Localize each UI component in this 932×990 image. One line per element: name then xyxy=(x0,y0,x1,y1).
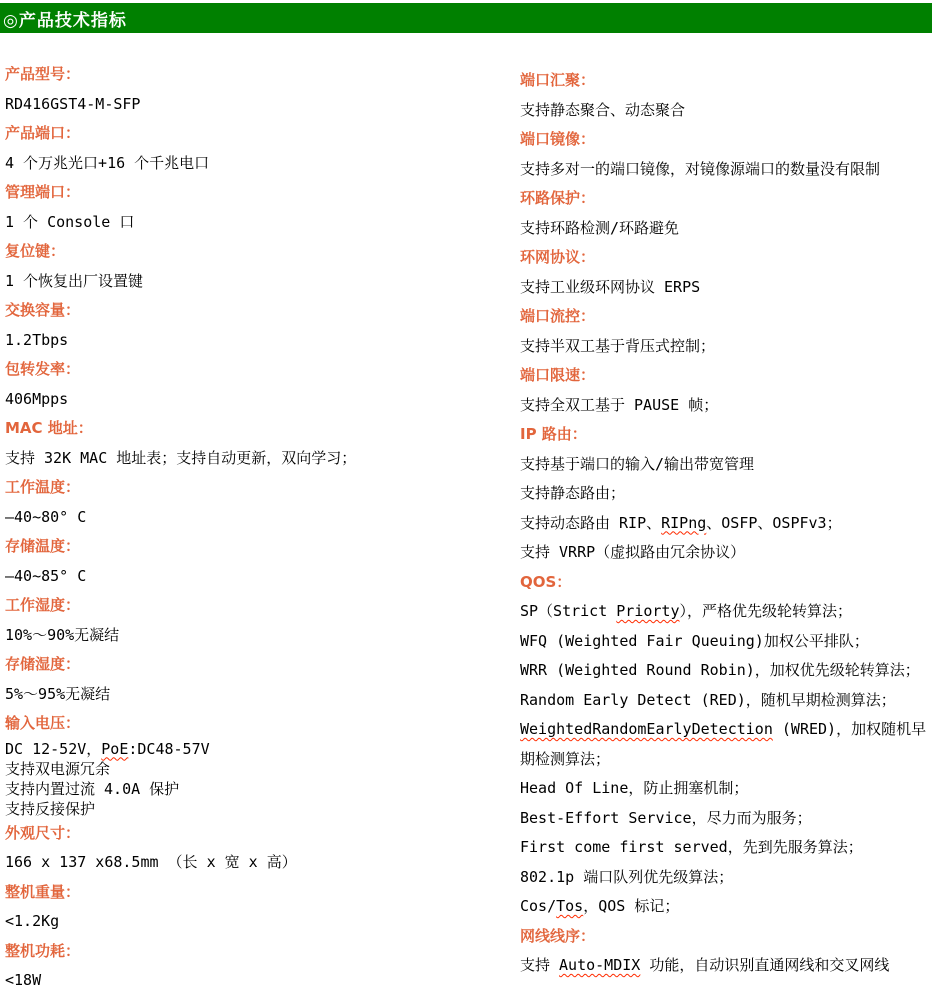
spec-line xyxy=(520,597,932,627)
spec-value-block xyxy=(520,450,932,568)
spec-line xyxy=(520,804,932,834)
spec-line xyxy=(5,799,520,819)
spec-value-block xyxy=(520,214,932,244)
spec-line xyxy=(5,267,520,297)
spec-line xyxy=(520,332,932,362)
spec-value-block xyxy=(5,739,520,819)
spellcheck-underlined-text: Tos xyxy=(556,897,584,915)
spec-value-block xyxy=(5,385,520,415)
spec-text: ），严格优先级轮转算法； xyxy=(679,602,853,620)
spec-text: 支持内置过流 4.0A 保护 xyxy=(5,779,180,798)
spellcheck-underlined-text: PoE xyxy=(101,739,129,758)
spec-heading: 整机重量： xyxy=(5,882,81,901)
spec-value-block xyxy=(5,966,520,990)
spec-value-block xyxy=(5,267,520,297)
spellcheck-underlined-text: RIPng xyxy=(661,513,707,532)
spec-heading: 产品端口： xyxy=(5,124,81,142)
spellcheck-underlined-text: WeightedRandomEarlyDetection xyxy=(520,720,773,738)
spec-text: 166 x 137 x68.5mm （长 x 宽 x 高） xyxy=(5,853,297,871)
spec-heading: 交换容量： xyxy=(5,301,81,319)
spec-heading: 产品型号： xyxy=(5,65,81,83)
spec-value-block xyxy=(520,96,932,126)
spec-line xyxy=(5,385,520,415)
spec-line xyxy=(520,479,932,509)
spec-text: 4 个万兆光口+16 个千兆电口 xyxy=(5,153,210,172)
spec-line xyxy=(520,214,932,244)
spec-value-block xyxy=(5,848,520,878)
spec-heading: 工作湿度： xyxy=(5,596,81,614)
spec-content xyxy=(0,33,932,990)
spec-text: <18W xyxy=(5,971,42,989)
spec-text: WFQ (Weighted Fair Queuing)加权公平排队； xyxy=(520,631,869,650)
spec-text: Head Of Line，防止拥塞机制； xyxy=(520,779,749,797)
spec-column-left xyxy=(5,60,520,990)
spec-value-block xyxy=(5,562,520,592)
spec-text: ，QOS 标记； xyxy=(583,897,680,915)
spec-line xyxy=(5,779,520,799)
spec-text: 支持工业级环网协议 ERPS xyxy=(520,277,701,296)
spec-line xyxy=(5,326,520,356)
spellcheck-underlined-text: Priorty xyxy=(616,602,680,620)
spec-line xyxy=(520,450,932,480)
spec-value-block xyxy=(5,208,520,238)
spec-line xyxy=(5,739,520,759)
spec-line xyxy=(5,621,520,651)
spec-line xyxy=(520,627,932,657)
spec-value-block xyxy=(5,680,520,710)
spec-text: First come first served，先到先服务算法； xyxy=(520,838,863,856)
spec-heading: QOS： xyxy=(520,572,572,591)
spec-heading: 包转发率： xyxy=(5,360,81,378)
spec-line xyxy=(520,273,932,303)
spellcheck-underlined-text: Auto-MDIX xyxy=(559,956,641,974)
product-spec-page xyxy=(0,3,932,990)
spec-line xyxy=(520,715,932,774)
spec-text: 支持动态路由 RIP、 xyxy=(520,513,662,532)
spec-text: Best-Effort Service，尽力而为服务； xyxy=(520,808,812,827)
spec-text: 支持全双工基于 PAUSE 帧； xyxy=(520,395,719,414)
spec-line xyxy=(520,774,932,804)
spec-line xyxy=(520,951,932,981)
spec-text: 支持 VRRP（虚拟路由冗余协议） xyxy=(520,543,746,561)
spec-value-block xyxy=(520,273,932,303)
spec-text: <1.2Kg xyxy=(5,912,60,930)
spec-text: 1.2Tbps xyxy=(5,330,69,349)
spec-line xyxy=(5,503,520,533)
spec-line xyxy=(5,680,520,710)
spec-text: 功能，自动识别直通网线和交叉网线 xyxy=(640,956,890,974)
spec-text: DC 12-52V， xyxy=(5,739,102,758)
spec-line xyxy=(520,96,932,126)
spec-heading: 管理端口： xyxy=(5,183,81,201)
section-title-bar xyxy=(0,3,932,33)
spec-value-block xyxy=(520,597,932,922)
spec-line xyxy=(520,892,932,922)
spec-text: 支持双电源冗余 xyxy=(5,759,111,778)
spec-text: —40~85° C xyxy=(5,566,87,585)
spec-text: (WRED)，加权随机早期检测算法； xyxy=(520,720,927,768)
spec-column-right xyxy=(520,60,932,981)
spec-line xyxy=(520,391,932,421)
spec-line xyxy=(520,686,932,716)
spec-heading: 环路保护： xyxy=(520,189,596,207)
spec-line xyxy=(5,149,520,179)
spec-line xyxy=(5,966,520,990)
page-title: ◎产品技术指标 xyxy=(3,10,127,31)
spec-text: 支持 32K MAC 地址表；支持自动更新，双向学习； xyxy=(5,448,357,467)
spec-line xyxy=(5,208,520,238)
spec-value-block xyxy=(5,907,520,937)
spec-text: 支持静态聚合、动态聚合 xyxy=(520,100,686,119)
spec-value-block xyxy=(5,444,520,474)
spec-value-block xyxy=(520,951,932,981)
spec-line xyxy=(520,833,932,863)
spec-value-block xyxy=(5,90,520,120)
spec-text: 1 个 Console 口 xyxy=(5,212,135,231)
spec-heading: MAC 地址： xyxy=(5,419,93,437)
spec-heading: 整机功耗： xyxy=(5,941,81,960)
spec-text: 406Mpps xyxy=(5,389,69,408)
spec-text: 支持多对一的端口镜像，对镜像源端口的数量没有限制 xyxy=(520,159,881,178)
spec-text: SP（Strict xyxy=(520,602,617,620)
spec-text: 1 个恢复出厂设置键 xyxy=(5,271,144,290)
spec-line xyxy=(5,562,520,592)
spec-line xyxy=(520,656,932,686)
spec-text: 10%～90%无凝结 xyxy=(5,625,120,644)
spec-line xyxy=(5,907,520,937)
spec-text: WRR (Weighted Round Robin)，加权优先级轮转算法； xyxy=(520,661,920,679)
spec-line xyxy=(520,863,932,893)
spec-value-block xyxy=(520,332,932,362)
spec-value-block xyxy=(5,503,520,533)
spec-value-block xyxy=(520,391,932,421)
spec-text: :DC48-57V xyxy=(128,739,210,758)
spec-line xyxy=(5,90,520,120)
spec-text: 支持静态路由； xyxy=(520,484,626,502)
spec-text: 支持半双工基于背压式控制； xyxy=(520,336,716,355)
spec-text: 802.1p 端口队列优先级算法； xyxy=(520,867,734,886)
spec-heading: 复位键： xyxy=(5,242,66,260)
spec-heading: 端口镜像： xyxy=(520,130,596,148)
spec-heading: 端口限速： xyxy=(520,366,596,384)
spec-heading: 网线线序： xyxy=(520,926,596,945)
spec-text: —40~80° C xyxy=(5,507,87,526)
spec-text: 支持反接保护 xyxy=(5,799,96,818)
spec-line xyxy=(5,759,520,779)
spec-heading: 输入电压： xyxy=(5,714,81,732)
spec-heading: IP 路由： xyxy=(520,425,587,443)
spec-value-block xyxy=(5,326,520,356)
spec-heading: 外观尺寸： xyxy=(5,823,81,842)
spec-heading: 端口汇聚： xyxy=(520,71,596,89)
spec-text: 支持 xyxy=(520,956,560,974)
spec-text: 支持环路检测/环路避免 xyxy=(520,218,680,237)
spec-heading: 工作温度： xyxy=(5,478,81,496)
spec-text: 支持基于端口的输入/输出带宽管理 xyxy=(520,454,755,473)
spec-heading: 存储温度： xyxy=(5,537,81,555)
spec-heading: 存储湿度： xyxy=(5,655,81,673)
spec-line xyxy=(520,538,932,568)
spec-text: RD416GST4-M-SFP xyxy=(5,94,141,113)
spec-value-block xyxy=(5,621,520,651)
spec-text: 、OSFP、OSPFv3； xyxy=(706,513,842,532)
spec-value-block xyxy=(520,155,932,185)
spec-heading: 端口流控： xyxy=(520,307,596,325)
spec-value-block xyxy=(5,149,520,179)
spec-line xyxy=(520,155,932,185)
spec-line xyxy=(5,444,520,474)
spec-text: 5%～95%无凝结 xyxy=(5,684,111,703)
spec-line xyxy=(520,509,932,539)
spec-line xyxy=(5,848,520,878)
spec-text: Cos/ xyxy=(520,897,557,915)
spec-heading: 环网协议： xyxy=(520,248,596,266)
spec-text: Random Early Detect (RED)，随机早期检测算法； xyxy=(520,690,896,709)
